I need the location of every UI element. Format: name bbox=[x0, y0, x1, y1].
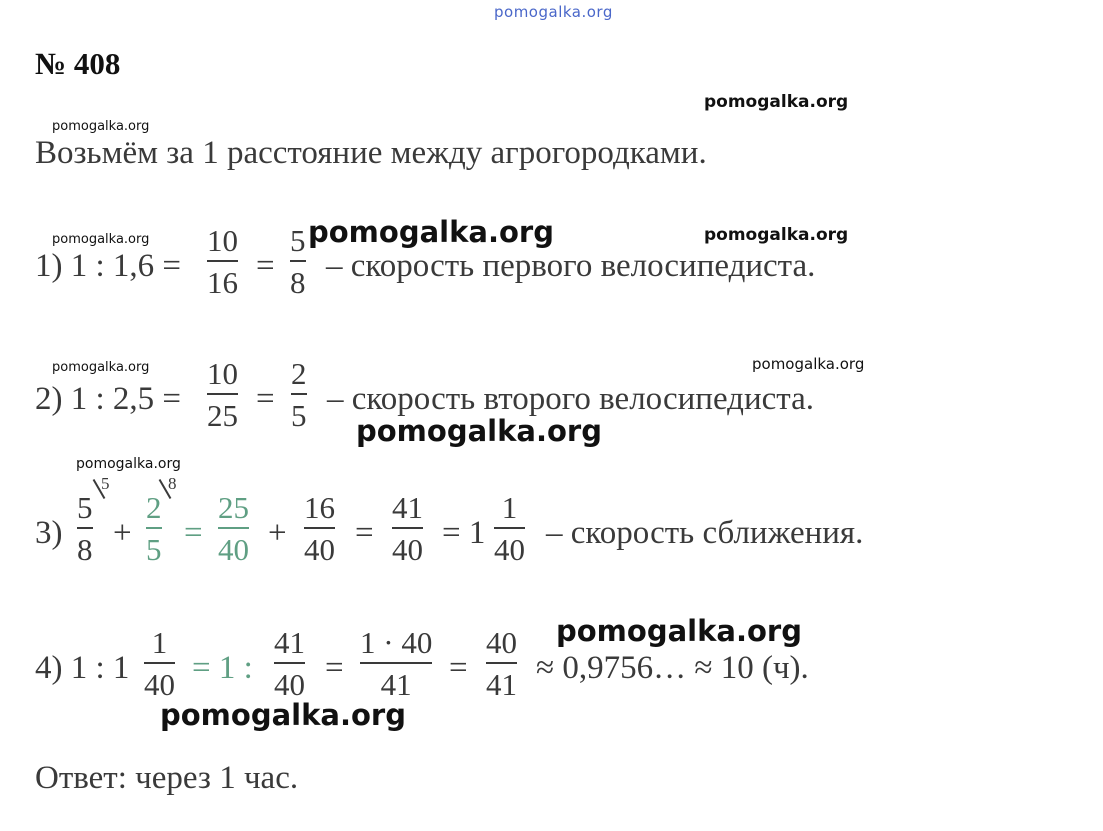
step4-equals-2: = bbox=[449, 650, 468, 686]
step2-equals: = bbox=[256, 381, 275, 417]
step2-fraction-1 bbox=[207, 358, 238, 431]
step2-text: – скорость второго велосипедиста. bbox=[327, 381, 814, 417]
watermark-label: pomogalka.org bbox=[76, 456, 181, 472]
step3-equals-2: = bbox=[355, 515, 374, 551]
step3-plus: + bbox=[113, 515, 132, 551]
numerator: 5 bbox=[290, 223, 306, 258]
intro-text: Возьмём за 1 расстояние между агрогородками. bbox=[35, 135, 707, 171]
denominator: 40 bbox=[304, 532, 335, 567]
fraction-bar bbox=[290, 260, 306, 262]
fraction-bar bbox=[144, 662, 175, 664]
step3-fraction-3 bbox=[218, 492, 249, 565]
fraction-bar bbox=[392, 527, 423, 529]
step3-equals: = bbox=[184, 515, 203, 551]
watermark-label: pomogalka.org bbox=[704, 92, 849, 112]
numerator: 5 bbox=[77, 490, 93, 525]
step4-prefix: 4) 1 : 1 bbox=[35, 650, 130, 686]
denominator: 25 bbox=[207, 398, 238, 433]
step2-fraction-2 bbox=[291, 358, 307, 431]
answer-text: Ответ: через 1 час. bbox=[35, 760, 299, 796]
step3-fraction-2 bbox=[146, 492, 162, 565]
fraction-bar bbox=[486, 662, 517, 664]
step3-multiplier-2: 8 bbox=[168, 474, 177, 493]
step4-fraction-1 bbox=[144, 627, 175, 700]
denominator: 40 bbox=[218, 532, 249, 567]
fraction-bar bbox=[218, 527, 249, 529]
problem-number: № 408 bbox=[35, 46, 121, 81]
denominator: 40 bbox=[144, 667, 175, 702]
denominator: 41 bbox=[380, 667, 412, 702]
numerator: 41 bbox=[274, 625, 305, 660]
watermark-label: pomogalka.org bbox=[52, 232, 150, 247]
step3-fraction-5 bbox=[392, 492, 423, 565]
watermark-label: pomogalka.org bbox=[308, 215, 554, 249]
watermark-label: pomogalka.org bbox=[160, 698, 406, 732]
numerator: 1 · 40 bbox=[360, 625, 433, 660]
step1-prefix: 1) 1 : 1,6 = bbox=[35, 248, 182, 284]
step1-equals: = bbox=[256, 248, 275, 284]
denominator: 40 bbox=[494, 532, 525, 567]
step1-text: – скорость первого велосипедиста. bbox=[326, 248, 816, 284]
fraction-bar bbox=[146, 527, 162, 529]
watermark-label: pomogalka.org bbox=[52, 119, 150, 134]
numerator: 25 bbox=[218, 490, 249, 525]
fraction-bar bbox=[274, 662, 305, 664]
watermark-label: pomogalka.org bbox=[356, 414, 602, 448]
step3-plus-2: + bbox=[268, 515, 287, 551]
step3-fraction-1 bbox=[77, 492, 93, 565]
step3-fraction-4 bbox=[304, 492, 335, 565]
numerator: 41 bbox=[392, 490, 423, 525]
denominator: 8 bbox=[290, 265, 306, 300]
numerator: 10 bbox=[207, 223, 238, 258]
denominator: 41 bbox=[486, 667, 517, 702]
step3-multiplier-1: 5 bbox=[101, 474, 110, 493]
numerator: 1 bbox=[501, 490, 518, 525]
fraction-bar bbox=[304, 527, 335, 529]
watermark-label: pomogalka.org bbox=[556, 614, 802, 648]
fraction-bar bbox=[77, 527, 93, 529]
fraction-bar bbox=[291, 393, 307, 395]
numerator: 1 bbox=[151, 625, 168, 660]
step1-fraction-2 bbox=[290, 225, 306, 298]
denominator: 40 bbox=[274, 667, 305, 702]
step3-text: – скорость сближения. bbox=[546, 515, 864, 551]
step2-prefix: 2) 1 : 2,5 = bbox=[35, 381, 182, 417]
numerator: 40 bbox=[486, 625, 517, 660]
numerator: 10 bbox=[207, 356, 238, 391]
step3-prefix: 3) bbox=[35, 515, 63, 551]
denominator: 5 bbox=[291, 398, 307, 433]
step4-text: ≈ 0,9756… ≈ 10 (ч). bbox=[536, 650, 809, 686]
fraction-bar bbox=[207, 260, 238, 262]
fraction-bar bbox=[360, 662, 432, 664]
step4-fraction-4 bbox=[486, 627, 517, 700]
step3-fraction-6 bbox=[494, 492, 525, 565]
step4-fraction-2 bbox=[274, 627, 305, 700]
watermark-label: pomogalka.org bbox=[704, 225, 849, 245]
denominator: 40 bbox=[392, 532, 423, 567]
numerator: 2 bbox=[146, 490, 162, 525]
fraction-bar bbox=[494, 527, 525, 529]
numerator: 2 bbox=[291, 356, 307, 391]
step4-mid: = 1 : bbox=[192, 650, 253, 686]
step3-equals-3: = 1 bbox=[442, 515, 486, 551]
step4-equals: = bbox=[325, 650, 344, 686]
watermark-label: pomogalka.org bbox=[752, 355, 865, 373]
denominator: 8 bbox=[77, 532, 93, 567]
numerator: 16 bbox=[304, 490, 335, 525]
watermark-label: pomogalka.org bbox=[52, 360, 150, 375]
fraction-bar bbox=[207, 393, 238, 395]
denominator: 5 bbox=[146, 532, 162, 567]
step1-fraction-1 bbox=[207, 225, 238, 298]
watermark-top[interactable]: pomogalka.org bbox=[494, 3, 613, 21]
step4-fraction-3 bbox=[360, 627, 432, 700]
denominator: 16 bbox=[207, 265, 238, 300]
